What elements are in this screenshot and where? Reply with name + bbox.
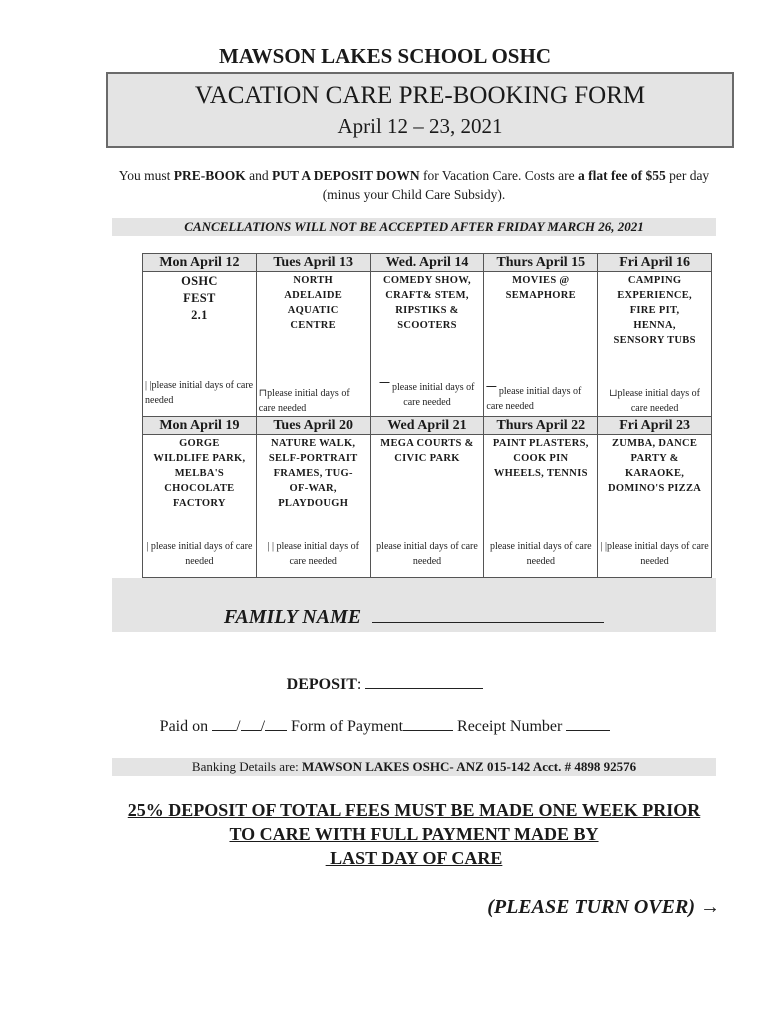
day-header: Mon April 19 <box>143 417 257 435</box>
family-name-label: FAMILY NAME <box>223 606 362 628</box>
form-title-box <box>106 72 734 148</box>
cancellation-notice: CANCELLATIONS WILL NOT BE ACCEPTED AFTER FRIDAY MARCH 26, 2021 <box>112 218 716 236</box>
day-header: Fri April 23 <box>598 417 712 435</box>
intro-bold: a flat fee of $55 <box>577 168 666 183</box>
payment-row: Paid on / / Form of Payment Receipt Number <box>0 718 770 736</box>
please-turn-over: (PLEASE TURN OVER) → <box>487 896 720 918</box>
activity-text: GORGE WILDLIFE PARK, MELBA'S CHOCOLATE FACTORY <box>153 438 246 509</box>
day-header: Mon April 12 <box>143 254 257 272</box>
initial-box[interactable]: | |please initial days of care needed <box>600 541 709 567</box>
activity-text: PAINT PLASTERS, COOK PIN WHEELS, TENNIS <box>492 438 589 479</box>
schedule-table <box>142 253 712 578</box>
form-dates: April 12 – 23, 2021 <box>337 114 503 138</box>
form-title: VACATION CARE PRE-BOOKING FORM <box>194 82 646 109</box>
initial-box[interactable]: | |please initial days of care needed <box>145 380 254 406</box>
activity-text: NATURE WALK, SELF-PORTRAIT FRAMES, TUG- OF-WAR, PLAYDOUGH <box>268 438 358 509</box>
intro-part: You must <box>118 168 174 183</box>
day-cell[interactable] <box>370 272 484 417</box>
deposit-warning <box>0 798 770 870</box>
intro-part: and <box>245 168 272 183</box>
paid-month-field[interactable] <box>241 730 261 731</box>
initial-box[interactable]: ⎺ please initial days of care needed <box>379 382 475 408</box>
deposit-label: DEPOSIT <box>286 676 357 693</box>
warning-line: 25% DEPOSIT OF TOTAL FEES MUST BE MADE ONE WEEK PRIOR <box>127 800 701 820</box>
intro-part: per day (minus your Child Care Subsidy). <box>322 168 710 202</box>
activity-text: MOVIES @ SEMAPHORE <box>505 275 576 301</box>
initial-box[interactable]: | | please initial days of care needed <box>267 541 359 567</box>
intro-part: for Vacation Care. Costs are <box>419 168 578 183</box>
initial-box[interactable]: | please initial days of care needed <box>146 541 253 567</box>
activity-text: ZUMBA, DANCE PARTY & KARAOKE, DOMINO'S PIZZA <box>608 438 702 494</box>
paid-day-field[interactable] <box>212 730 236 731</box>
intro-text <box>112 166 716 204</box>
day-cell[interactable] <box>256 435 370 578</box>
day-header: Thurs April 22 <box>484 417 598 435</box>
week1-header-row <box>143 254 712 272</box>
form-of-payment-field[interactable] <box>403 730 453 731</box>
activity-text: CAMPING EXPERIENCE, FIRE PIT, HENNA, SENSORY TUBS <box>613 275 696 346</box>
deposit-row: DEPOSIT: <box>0 676 770 694</box>
form-of-payment-label: Form of Payment <box>291 718 404 735</box>
activity-text: COMEDY SHOW, CRAFT& STEM, RIPSTIKS & SCOOTERS <box>382 275 471 331</box>
week2-header-row <box>143 417 712 435</box>
day-cell[interactable] <box>484 435 598 578</box>
day-header: Fri April 16 <box>598 254 712 272</box>
day-header: Wed. April 14 <box>370 254 484 272</box>
initial-box[interactable]: ⎺ please initial days of care needed <box>486 386 582 412</box>
activity-text: MEGA COURTS & CIVIC PARK <box>380 438 474 464</box>
day-cell[interactable] <box>598 435 712 578</box>
receipt-number-field[interactable] <box>566 730 610 731</box>
family-name-field[interactable] <box>372 622 604 623</box>
warning-line: LAST DAY OF CARE <box>325 848 503 868</box>
receipt-number-label: Receipt Number <box>457 718 563 735</box>
banking-account: MAWSON LAKES OSHC- ANZ 015-142 Acct. # 4898 92576 <box>302 759 637 774</box>
paid-year-field[interactable] <box>265 730 287 731</box>
day-cell[interactable] <box>143 435 257 578</box>
banking-details <box>112 758 716 776</box>
warning-line: TO CARE WITH FULL PAYMENT MADE BY <box>229 824 599 844</box>
activity-text: NORTH ADELAIDE AQUATIC CENTRE <box>284 275 343 331</box>
initial-box[interactable]: ⊔please initial days of care needed <box>609 388 701 414</box>
intro-bold: PRE-BOOK <box>173 168 246 183</box>
school-name: MAWSON LAKES SCHOOL OSHC <box>219 44 551 68</box>
deposit-field[interactable] <box>365 688 483 689</box>
initial-box[interactable]: please initial days of care needed <box>376 541 478 567</box>
day-header: Tues April 13 <box>256 254 370 272</box>
week2-body-row <box>143 435 712 578</box>
paid-on-label: Paid on <box>159 718 209 735</box>
day-cell[interactable] <box>256 272 370 417</box>
activity-text: OSHC FEST 2.1 <box>181 274 218 322</box>
day-cell[interactable] <box>484 272 598 417</box>
week1-body-row <box>143 272 712 417</box>
initial-box[interactable]: please initial days of care needed <box>489 541 592 567</box>
day-header: Wed April 21 <box>370 417 484 435</box>
banking-prefix: Banking Details are: <box>191 759 303 774</box>
family-name-row <box>112 606 716 629</box>
day-header: Thurs April 15 <box>484 254 598 272</box>
day-cell[interactable] <box>370 435 484 578</box>
initial-box[interactable]: ⊓please initial days of care needed <box>258 388 350 414</box>
day-cell[interactable] <box>143 272 257 417</box>
day-cell[interactable] <box>598 272 712 417</box>
intro-bold: PUT A DEPOSIT DOWN <box>271 168 420 183</box>
day-header: Tues April 20 <box>256 417 370 435</box>
